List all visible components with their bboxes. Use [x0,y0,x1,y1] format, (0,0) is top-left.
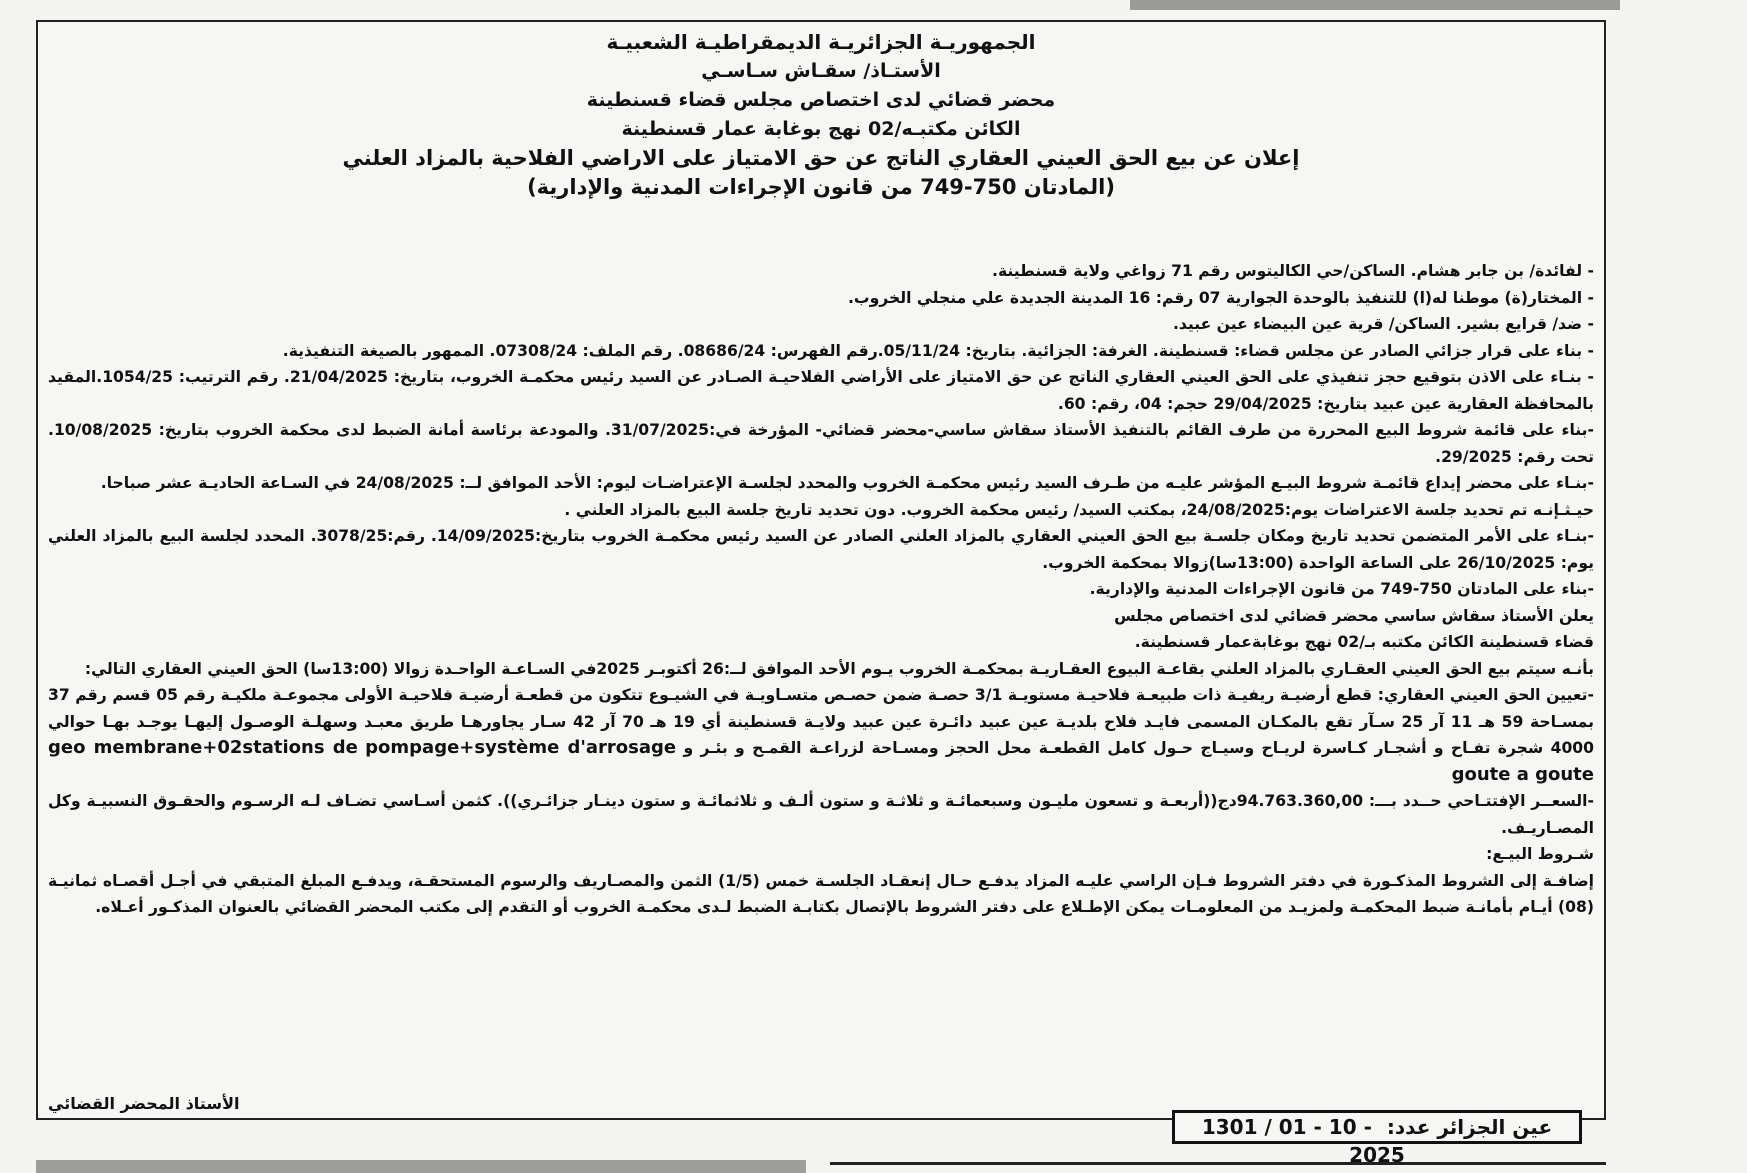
sale-order-paragraph: -بنـاء على الأمر المتضمن تحديد تاريخ ومكان جلسـة بيع الحق العيني العقاري بالمزاد العلني الصادر عن السيد رئيس محكمـة الخروب بتاريخ:14/09/2025. رقم:3078/25. المحدد لجلسة البيع بالمزاد العلني يوم: 26/10/2025 على الساعة الواحدة (13:00سا)زوالا بمحكمة الخروب. [48,527,1594,572]
reference-value: 1301 / 01 - 10 - 2025 [1201,1115,1405,1167]
property-description-text: -تعيين الحق العيني العقاري: قطع أرضيـة ريفيـة ذات طبيعـة فلاحيـة مستويـة 3/1 حصـة ضمن حصـص متسـاويـة في الشيـوع تتكون من قطعـة أرضيـة فلاحيـة الأولى مجموعـة ملكيـة رقم 05 قسم رقم 37 بمسـاحة 59 هـ 11 آر 25 سـآر تقع بالمكـان المسمى فايـد فلاح بلديـة عين عبيد دائـرة عين عبيد ولايـة قسنطينة أي 19 هـ 70 آر 42 سـار يجاورهـا طريق معبـد وسهلـة الوصـول إليهـا يوجـد بهـا حوالي 4000 شجرة تفـاح و أشجـار كـاسرة لريـاح وسيـاج حـول كامل القطعـة محل الحجز ومسـاحة لزراعـة القمـح و بئـر و [48,686,1595,757]
newspaper-reference-box [1172,1110,1582,1167]
deposit-report-paragraph: -بنـاء على محضر إيداع قائمـة شروط البيـع المؤشر عليـه من طـرف السيد رئيس محكمـة الخروب والمحدد لجلسـة الإعتراضـات ليوم: الأحد الموافق لــ: 24/08/2025 في السـاعة الحاديـة عشر صباحا. [100,474,1594,492]
announcement-line: يعلن الأستاذ سقاش ساسي محضر قضائي لدى اختصاص مجلس [1114,606,1594,625]
announcement-address-line: قضاء قسنطينة الكائن مكتبه بـ/02 نهج بوغابةعمار قسنطينة. [1134,633,1594,651]
seizure-permission-paragraph: - بنـاء على الاذن بتوقيع حجز تنفيذي على الحق العيني العقاري الناتج عن حق الامتياز على الأراضي الفلاحيـة الصـادر عن السيد رئيس محكمـة الخروب، بتاريخ: 21/04/2025. رقم الترتيب: 1054/25.المقيد بالمحافظة العقارية عين عبيد بتاريخ: 29/04/2025 حجم: 04، رقم: 60. [48,368,1594,413]
against-line: - ضد/ قرايع بشير. الساكن/ قرية عين البيضاء عين عبيد. [1172,315,1594,333]
sale-date-paragraph: بأنـه سيتم بيع الحق العيني العقـاري بالمزاد العلني بقاعـة البيوع العقـاريـة بمحكمـة الخروب يـوم الأحد الموافق لــ:26 أكتوبـر 2025في السـاعـة الواحـدة زوالا (13:00سا) الحق العيني العقاري التالي: [84,659,1594,678]
objections-session-paragraph: حيـثـإنـه تم تحديد جلسة الاعتراضات يوم:24/08/2025، بمكتب السيد/ رئيس محكمة الخروب. دون تحديد تاريخ جلسة البيع بالمزاد العلني . [564,500,1594,519]
legal-reference: (المادتان 750-749 من قانون الإجراءات المدنية والإدارية) [527,175,1115,199]
articles-line: -بناء على المادتان 750-749 من قانون الإجراءات المدنية والإدارية. [1089,580,1594,598]
notice-body [48,258,1594,921]
notice-header [38,28,1604,202]
republic-name: الجمهوريـة الجزائريـة الديمقراطيـة الشعبيـة [606,30,1036,54]
scan-edge-top [1130,0,1620,10]
property-equipment-latin-a: geo membrane+02stations de [48,737,358,758]
office-address: الكائن مكتبـه/02 نهج بوغابة عمار قسنطينة [621,118,1021,140]
property-description-paragraph [48,682,1594,788]
signature-line: الأستاذ المحضر القضائي [48,1094,240,1113]
sale-conditions-text: إضافـة إلى الشروط المذكـورة في دفتر الشروط فـإن الراسي عليـه المزاد يدفـع حـال إنعقـاد الجلسـة خمس (1/5) الثمن والمصـاريف والرسوم المستحقـة، ويدفـع المبلغ المتبقي في أجـل أقصـاه ثمانيـة (08) أيـام بأمانـة ضبط المحكمـة ولمزيـد من المعلومـات يمكن الإطـلاع على دفتر الشروط بالإتصال بكتابـة الضبط لـدى محكمـة الخروب أو التقدم إلى مكتب المحضر القضائي بالعنوان المذكـور أعـلاه. [48,871,1594,916]
scan-edge-bottom-left [36,1160,806,1173]
notice-title: إعلان عن بيع الحق العيني العقاري الناتج عن حق الامتياز على الاراضي الفلاحية بالمزاد العلني [342,146,1300,170]
bailiff-office: محضر قضائي لدى اختصاص مجلس قضاء قسنطينة [586,89,1056,111]
reference-label: عين الجزائر عدد: [1386,1115,1553,1139]
legal-notice [36,20,1606,1120]
sale-conditions-heading: شـروط البيـع: [1486,845,1594,863]
property-equipment-latin-b: pompage+système d'arrosage goute a goute [365,737,1594,785]
court-decision-line: - بناء على قرار جزائي الصادر عن مجلس قضاء: قسنطينة. الغرفة: الجزائية. بتاريخ: 05/11/24.رقم الفهرس: 08686/24. رقم الملف: 07308/24. الممهور بالصيغة التنفيذية. [282,341,1594,360]
beneficiary-line: - لفائدة/ بن جابر هشام. الساكن/حي الكاليتوس رقم 71 زواغي ولاية قسنطينة. [992,262,1594,280]
opening-price-paragraph: -السعــر الإفتتـاحي حــدد بـــ: 94.763.360,00دج((أربعـة و تسعون مليـون وسبعمائـة و ثلاثـة و ستون ألـف و ثلاثمائـة و ستون دينـار جزائـري)). كثمن أسـاسي تضـاف لـه الرسـوم والحقـوق النسبيـة وكل المصـاريـف. [48,792,1594,837]
sale-conditions-paragraph: -بناء على قائمة شروط البيع المحررة من طرف القائم بالتنفيذ الأستاذ سقاش ساسي-محضر قضائي- المؤرخة في:31/07/2025. والمودعة برئاسة أمانة الضبط لدى محكمة الخروب بتاريخ: 10/08/2025. تحت رقم: 29/2025. [48,421,1594,466]
bailiff-name: الأستـاذ/ سقـاش سـاسـي [701,60,941,82]
domicile-line: - المختار(ة) موطنا له(ا) للتنفيذ بالوحدة الجوارية 07 رقم: 16 المدينة الجديدة علي منجلي الخروب. [847,288,1594,307]
scan-edge-bottom-right [830,1162,1606,1173]
